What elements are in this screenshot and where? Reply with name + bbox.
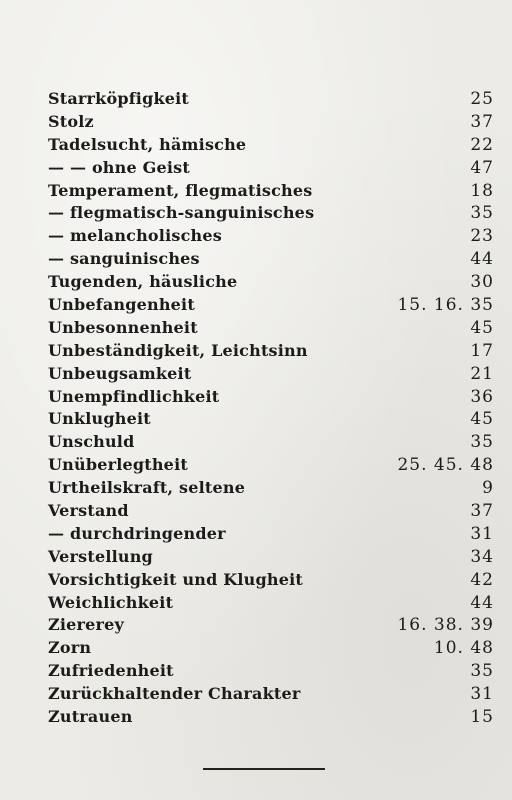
index-entry [48,683,494,706]
index-entry [48,88,494,111]
index-term: Unüberlegtheit [48,455,188,475]
index-term: Unklugheit [48,409,151,429]
index-page-refs: 35 [470,432,494,453]
index-page-refs: 35 [470,203,494,224]
index-term: — sanguinisches [48,249,200,269]
index-term: Zurückhaltender Charakter [48,684,301,704]
index-page-refs: 31 [470,523,494,544]
index-page-refs: 16. 38. 39 [397,615,494,636]
index-term: Unbeständigkeit, Leichtsinn [48,340,308,360]
index-term: — — ohne Geist [48,157,190,177]
index-entry [48,614,494,637]
index-entry [48,363,494,386]
index-term: Tadelsucht, hämische [48,134,247,154]
index-term: Unbeugsamkeit [48,363,192,383]
index-term: Zorn [48,638,92,658]
index-page-refs: 18 [470,180,494,201]
index-term: — melancholisches [48,226,222,246]
index-entry [48,317,494,340]
index-entry [48,225,494,248]
index-entry [48,271,494,294]
index-term: Unbesonnenheit [48,317,198,337]
index-page-refs: 42 [470,569,494,590]
index-term: Starrköpfigkeit [48,89,189,108]
index-page-refs: 34 [470,546,494,567]
index-term: Verstellung [48,546,153,566]
index-term: Ziererey [48,615,125,635]
index-term: Zufriedenheit [48,661,174,681]
index-page-refs: 45 [470,317,494,338]
index-page-refs: 44 [470,592,494,613]
index-term: Unempfindlichkeit [48,386,220,406]
index-entry [48,546,494,569]
index-entry [48,706,494,729]
index-term: Zutrauen [48,707,133,727]
index-page-refs: 15. 16. 35 [397,295,494,316]
index-entry [48,523,494,546]
index-page-refs: 45 [470,409,494,430]
index-entry [48,386,494,409]
index-list [48,88,494,729]
index-page-refs: 31 [470,684,494,705]
index-term: Unbefangenheit [48,295,195,315]
index-term: Verstand [48,501,129,521]
index-term: — durchdringender [48,523,226,543]
index-entry [48,637,494,660]
index-term: Unschuld [48,432,135,452]
index-page-refs: 21 [470,363,494,384]
index-term: Temperament, flegmatisches [48,180,313,200]
index-entry [48,157,494,180]
index-entry [48,431,494,454]
index-term: Vorsichtigkeit und Klugheit [48,569,303,589]
closing-rule [203,768,325,770]
index-page-refs: 22 [470,134,494,155]
index-entry [48,408,494,431]
index-page-refs: 47 [470,157,494,178]
index-entry [48,454,494,477]
index-entry [48,477,494,500]
index-term: — flegmatisch-sanguinisches [48,203,315,223]
index-entry [48,134,494,157]
index-entry [48,340,494,363]
index-page-refs: 37 [470,501,494,522]
index-entry [48,500,494,523]
index-term: Tugenden, häusliche [48,272,238,292]
index-page-refs: 37 [470,111,494,132]
index-entry [48,294,494,317]
index-entry [48,660,494,683]
index-entry [48,569,494,592]
index-term: Weichlichkeit [48,592,174,612]
index-entry [48,111,494,134]
index-page-refs: 35 [470,661,494,682]
index-page-refs: 30 [470,272,494,293]
index-page-refs: 17 [470,340,494,361]
index-entry [48,202,494,225]
index-page-refs: 25. 45. 48 [397,455,494,476]
index-entry [48,180,494,203]
index-page-refs: 36 [470,386,494,407]
index-term: Stolz [48,111,94,131]
index-entry [48,248,494,271]
index-page-refs: 10. 48 [433,638,494,659]
index-entry [48,592,494,615]
index-page-refs: 25 [470,89,494,109]
index-term: Urtheilskraft, seltene [48,478,246,498]
index-page-refs: 44 [470,249,494,270]
index-page-refs: 15 [470,707,494,728]
index-page-refs: 23 [470,226,494,247]
index-page-refs: 9 [482,478,494,499]
